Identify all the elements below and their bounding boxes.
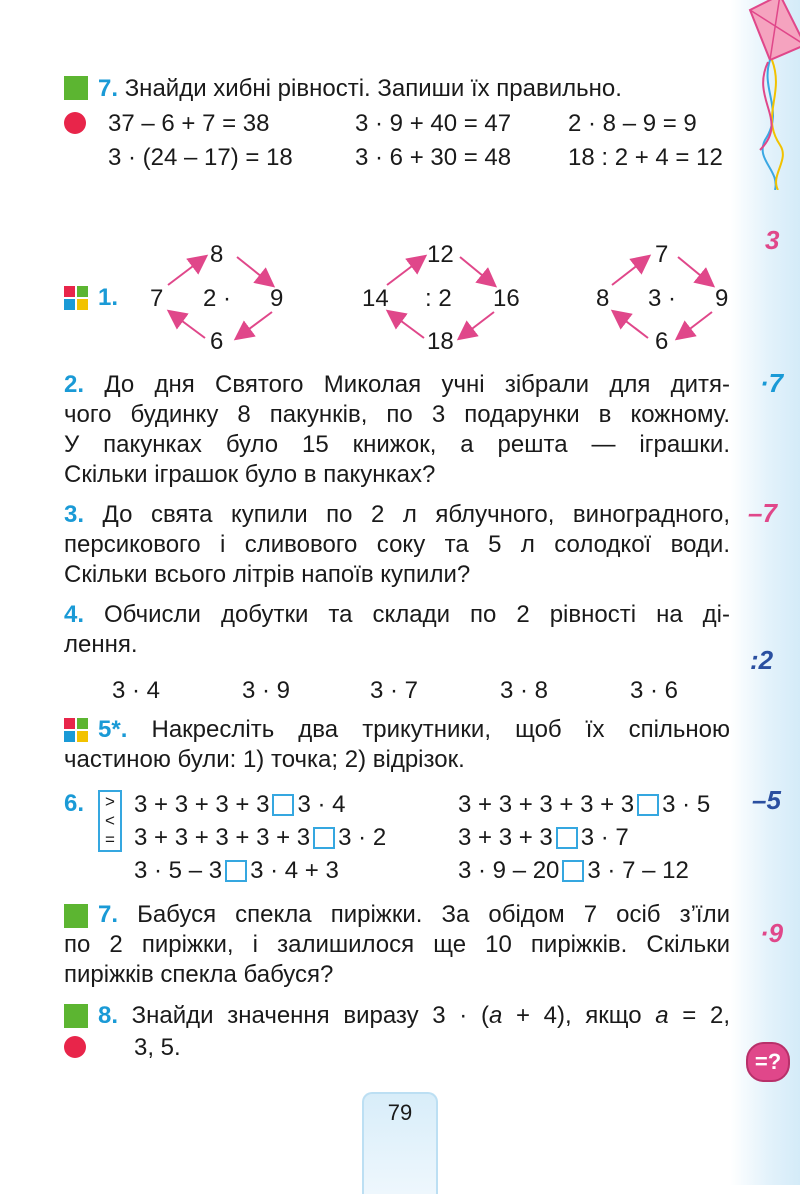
variable-a: a bbox=[488, 1002, 503, 1029]
diagram-2-bottom: 18 bbox=[427, 328, 454, 355]
diagram-3-right: 9 bbox=[715, 285, 729, 312]
task-7 bbox=[98, 900, 730, 930]
diagram-2-right: 16 bbox=[493, 285, 520, 312]
task-5 bbox=[98, 715, 730, 745]
comparison-right: 3 · 2 bbox=[338, 824, 387, 851]
green-square-icon bbox=[64, 904, 88, 928]
question-badge: =? bbox=[746, 1042, 790, 1082]
task-3 bbox=[64, 500, 730, 590]
sign-less: < bbox=[105, 811, 115, 830]
comparison-right: 3 · 7 – 12 bbox=[587, 857, 689, 884]
diagram-3-op: 3 · bbox=[648, 285, 677, 312]
equation-1-3: 2 · 8 – 9 = 9 bbox=[568, 110, 697, 137]
green-square-icon bbox=[64, 1004, 88, 1028]
task-7-text-1: Бабуся спекла пиріжки. За обідом 7 осіб з’їли bbox=[137, 901, 731, 928]
comparison-left: 3 + 3 + 3 + 3 bbox=[134, 791, 270, 818]
task-7-line-2: по 2 пиріжки, і залишилося ще 10 пиріжків. Скільки bbox=[64, 931, 730, 958]
green-square-icon bbox=[64, 76, 88, 100]
answer-box[interactable] bbox=[272, 794, 294, 816]
diagram-3-left: 8 bbox=[596, 285, 610, 312]
comparison-5 bbox=[134, 856, 339, 886]
comparison-6 bbox=[458, 856, 689, 886]
answer-box[interactable] bbox=[562, 860, 584, 882]
task-3-line-2: персикового і сливового соку та 5 л солодкої води. bbox=[64, 531, 730, 558]
task-5-number: 5*. bbox=[98, 716, 128, 743]
comparison-right: 3 · 4 bbox=[297, 791, 346, 818]
comparison-3 bbox=[134, 823, 386, 853]
task-4-text-1: Обчисли добутки та склади по 2 рівності на ді- bbox=[104, 601, 730, 628]
answer-box[interactable] bbox=[556, 827, 578, 849]
sidebar-number-6: ·9 bbox=[760, 918, 784, 948]
task-8-line-1-inner bbox=[98, 1001, 730, 1031]
task-8-text-a: Знайди значення виразу 3 · ( bbox=[131, 1002, 489, 1029]
task-2-line-3: У пакунках було 15 книжок, а решта — іграшки. bbox=[64, 431, 730, 458]
product-3: 3 · 7 bbox=[370, 677, 419, 704]
answer-box[interactable] bbox=[225, 860, 247, 882]
answer-box[interactable] bbox=[637, 794, 659, 816]
product-2: 3 · 9 bbox=[242, 677, 291, 704]
diagram-3-top: 7 bbox=[655, 241, 669, 268]
diagram-1-right: 9 bbox=[270, 285, 284, 312]
task-4 bbox=[64, 600, 730, 660]
task-8-number: 8. bbox=[98, 1002, 119, 1029]
task-7-line-3: пиріжків спекла бабуся? bbox=[64, 961, 334, 988]
comparison-right: 3 · 7 bbox=[580, 824, 629, 851]
comparison-left: 3 + 3 + 3 + 3 + 3 bbox=[134, 824, 311, 851]
equation-2-1: 3 · (24 – 17) = 18 bbox=[108, 144, 293, 171]
diagram-1-bottom: 6 bbox=[210, 328, 224, 355]
comparison-left: 3 · 5 – 3 bbox=[134, 857, 223, 884]
product-5: 3 · 6 bbox=[630, 677, 679, 704]
comparison-left: 3 · 9 – 20 bbox=[458, 857, 560, 884]
task-3-number: 3. bbox=[64, 501, 85, 528]
task-3-line-1 bbox=[64, 500, 730, 530]
sidebar-number-5: –5 bbox=[752, 785, 781, 815]
comparison-signs-box bbox=[98, 790, 122, 852]
task-4-line-2: лення. bbox=[64, 631, 138, 658]
equation-2-3: 18 : 2 + 4 = 12 bbox=[568, 144, 723, 171]
task-2-number: 2. bbox=[64, 371, 85, 398]
decorative-sidebar bbox=[730, 0, 800, 1185]
task-3-line-3: Скільки всього літрів напоїв купили? bbox=[64, 561, 471, 588]
sidebar-number-4: :2 bbox=[750, 645, 774, 675]
diagram-2-top: 12 bbox=[427, 241, 454, 268]
sign-equal: = bbox=[105, 830, 115, 849]
product-4: 3 · 8 bbox=[500, 677, 549, 704]
comparison-2 bbox=[458, 790, 710, 820]
task-4-number: 4. bbox=[64, 601, 85, 628]
equation-1-2: 3 · 9 + 40 = 47 bbox=[355, 110, 512, 137]
red-dot-icon bbox=[64, 112, 86, 134]
page-number: 79 bbox=[387, 1100, 413, 1125]
task-number: 7. bbox=[98, 75, 119, 102]
product-1: 3 · 4 bbox=[112, 677, 161, 704]
task-5-text-1: Накресліть два трикутники, щоб їх спільною bbox=[151, 716, 731, 743]
task-5-line-2: частиною були: 1) точка; 2) відрізок. bbox=[64, 746, 465, 773]
diagram-1-op: 2 · bbox=[203, 285, 232, 312]
task-2 bbox=[64, 370, 730, 490]
task-text: Знайди хибні рівності. Запиши їх правильно. bbox=[124, 75, 622, 102]
task-4-line-1 bbox=[64, 600, 730, 630]
task-5-line-1 bbox=[98, 715, 730, 745]
sidebar-number-2: ·7 bbox=[760, 368, 784, 398]
task-6-number: 6. bbox=[64, 790, 85, 817]
comparison-right: 3 · 4 + 3 bbox=[250, 857, 339, 884]
windows-icon bbox=[64, 718, 88, 742]
task-8-line-1 bbox=[98, 1001, 730, 1031]
task-7-top-header bbox=[98, 74, 622, 104]
diagram-1-top: 8 bbox=[210, 241, 224, 268]
task-2-line-1 bbox=[64, 370, 730, 400]
page-number-tab bbox=[362, 1092, 438, 1194]
task-2-line-4: Скільки іграшок було в пакунках? bbox=[64, 461, 436, 488]
comparison-left: 3 + 3 + 3 + 3 + 3 bbox=[458, 791, 635, 818]
diagram-2-op: : 2 bbox=[425, 285, 452, 312]
equation-2-2: 3 · 6 + 30 = 48 bbox=[355, 144, 512, 171]
kite-icon bbox=[730, 0, 800, 190]
task-3-text-1: До свята купили по 2 л яблучного, виноградного, bbox=[102, 501, 730, 528]
equation-1-1: 37 – 6 + 7 = 38 bbox=[108, 110, 270, 137]
red-dot-icon bbox=[64, 1036, 86, 1058]
comparison-1 bbox=[134, 790, 345, 820]
diagram-2-left: 14 bbox=[362, 285, 389, 312]
task-7-line-1 bbox=[98, 900, 730, 930]
comparison-left: 3 + 3 + 3 bbox=[458, 824, 553, 851]
variable-a: a bbox=[655, 1002, 669, 1029]
sidebar-number-3: –7 bbox=[748, 498, 777, 528]
task-2-text-1: До дня Святого Миколая учні зібрали для дитя- bbox=[104, 371, 731, 398]
sign-greater: > bbox=[105, 792, 115, 811]
task-8-text-b: + 4), якщо bbox=[502, 1002, 656, 1029]
diagram-3-bottom: 6 bbox=[655, 328, 669, 355]
task-7-number: 7. bbox=[98, 901, 119, 928]
task-8-text-c: = 2, bbox=[668, 1002, 730, 1029]
task-2-line-2: чого будинку 8 пакунків, по 3 подарунки в кожному. bbox=[64, 401, 730, 428]
comparison-right: 3 · 5 bbox=[662, 791, 711, 818]
answer-box[interactable] bbox=[313, 827, 335, 849]
sidebar-number-1: 3 bbox=[765, 225, 780, 255]
comparison-4 bbox=[458, 823, 629, 853]
task-1-number: 1. bbox=[98, 284, 119, 311]
task-8-line-2: 3, 5. bbox=[134, 1034, 181, 1061]
diagram-1-left: 7 bbox=[150, 285, 164, 312]
